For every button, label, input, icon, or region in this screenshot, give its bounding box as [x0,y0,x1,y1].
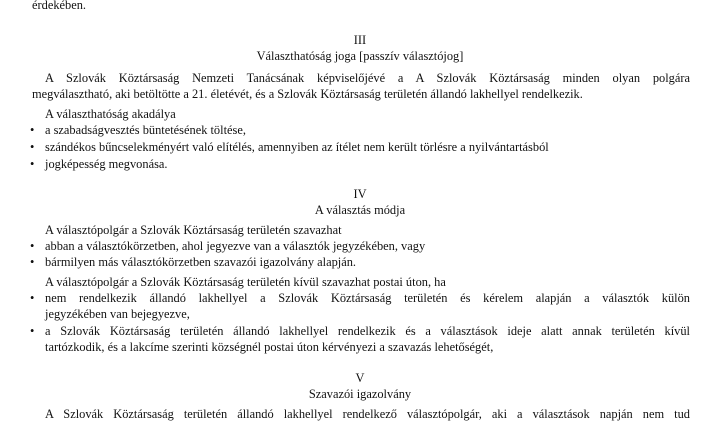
section-iv-paragraph: A választópolgár a Szlovák Köztársaság területén kívül szavazhat postai úton, ha [45,275,446,289]
bullet-icon: • [30,291,35,305]
section-numeral-v: V [355,371,365,385]
bullet-icon: • [30,255,35,269]
list-item-text: jegyzékében van bejegyezve, [45,307,190,321]
section-iii-paragraph-line: A Szlovák Köztársaság Nemzeti Tanácsának képviselőjévé a A Szlovák Köztársaság minden olyan polgára [45,71,690,85]
bullet-icon: • [30,140,35,154]
list-item-text: szándékos bűncselekményért való elítélés, amennyiben az ítélet nem került törlésre a nyilvántartásból [45,140,549,154]
list-item-text: nem rendelkezik állandó lakhellyel a Szlovák Köztársaság területén és kérelem alapján a választók külön [45,291,690,305]
section-iii-obstacles-intro: A választhatóság akadálya [45,107,176,121]
list-item-text: a Szlovák Köztársaság területén állandó lakhellyel rendelkezik és a választások ideje alatt annak területén kívül [45,324,690,338]
section-v-paragraph-line: A Szlovák Köztársaság területén állandó lakhellyel rendelkező választópolgár, aki a választások napján nem tud [45,407,690,421]
list-item-text: bármilyen más választókörzetben szavazói igazolvány alapján. [45,255,357,269]
section-heading-v: Szavazói igazolvány [308,387,412,401]
previous-page-fragment: érdekében. [32,0,87,12]
bullet-icon: • [30,157,35,171]
bullet-icon: • [30,123,35,137]
section-numeral-iv: IV [353,187,367,201]
list-item-text: abban a választókörzetben, ahol jegyezve van a választók jegyzékében, vagy [45,239,426,253]
list-item-text: jogképesség megvonása. [45,157,168,171]
list-item-text: tartózkodik, és a lakcíme szerinti községnél postai úton kérvényezi a szavazás lehetőségét, [45,340,494,354]
section-iv-paragraph: A választópolgár a Szlovák Köztársaság területén szavazhat [45,223,342,237]
section-heading-iv: A választás módja [314,203,406,217]
section-heading-iii: Választhatóság joga [passzív választójog] [256,49,464,63]
bullet-icon: • [30,324,35,338]
list-item-text: a szabadságvesztés büntetésének töltése, [45,123,246,137]
section-numeral-iii: III [353,33,367,47]
section-iii-paragraph-line: megválasztható, aki betöltötte a 21. életévét, és a Szlovák Köztársaság területén állandó lakhellyel rendelkezik. [32,87,583,101]
bullet-icon: • [30,239,35,253]
